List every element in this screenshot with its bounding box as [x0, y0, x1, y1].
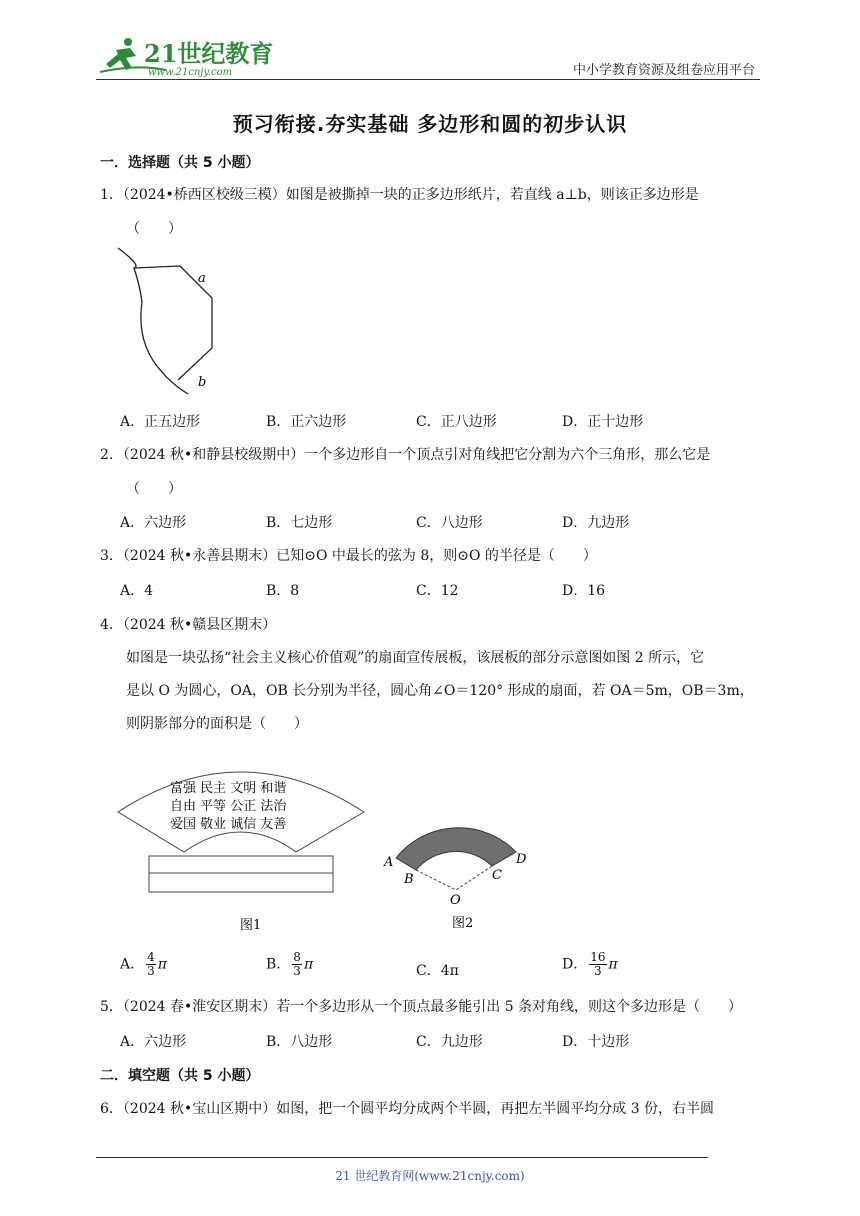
- q4-body-line3: 则阴影部分的面积是（ ）: [126, 716, 308, 732]
- q1-option-b[interactable]: B．正六边形: [266, 414, 347, 430]
- q2-option-d[interactable]: D．九边形: [562, 515, 630, 531]
- fig2-caption: 图2: [452, 916, 474, 931]
- q5-option-c[interactable]: C．九边形: [416, 1034, 483, 1050]
- q1-option-c[interactable]: C．正八边形: [416, 414, 497, 430]
- footer-divider: [96, 1157, 708, 1158]
- brand-logo: [96, 34, 296, 78]
- platform-name: 中小学教育资源及组卷应用平台: [572, 63, 755, 78]
- q3-option-a[interactable]: A．4: [120, 583, 154, 599]
- fan-row-2: 自由 平等 公正 法治: [170, 799, 287, 814]
- runner-icon: [96, 34, 296, 78]
- brand-url: www.21cnjy.com: [148, 67, 233, 78]
- section-choice-heading: 一．选择题（共 5 小题）: [100, 155, 260, 171]
- q4-option-a[interactable]: A． $\frac{4}{3}$ π: [120, 950, 167, 978]
- point-b: B: [404, 872, 414, 887]
- q2-option-c[interactable]: C．八边形: [416, 515, 483, 531]
- q5-option-b[interactable]: B．八边形: [266, 1034, 333, 1050]
- q3-option-b[interactable]: B．8: [266, 583, 300, 599]
- q4-figures: [116, 752, 556, 942]
- q3-option-c[interactable]: C．12: [416, 583, 459, 599]
- q1-option-a[interactable]: A．正五边形: [120, 414, 201, 430]
- point-d: D: [516, 852, 527, 867]
- fig1-caption: 图1: [240, 918, 262, 933]
- q5-option-d[interactable]: D．十边形: [562, 1034, 630, 1050]
- q1-option-d[interactable]: D．正十边形: [562, 414, 644, 430]
- footer-link[interactable]: 21 世纪教育网(www.21cnjy.com): [335, 1169, 525, 1183]
- q4-option-c[interactable]: C．4π: [416, 963, 459, 979]
- header-divider: [96, 79, 760, 80]
- q5-option-a[interactable]: A．六边形: [120, 1034, 187, 1050]
- q3-stem: 3．（2024 秋•永善县期末）已知⊙O 中最长的弦为 8，则⊙O 的半径是（ ）: [100, 548, 597, 564]
- q1-polygon-figure: [112, 244, 232, 404]
- section-fill-heading: 二．填空题（共 5 小题）: [100, 1068, 260, 1084]
- q2-option-a[interactable]: A．六边形: [120, 515, 187, 531]
- label-b: b: [198, 375, 207, 390]
- brand-name: 21世纪教育: [144, 39, 274, 68]
- q4-option-d[interactable]: D． $\frac{16}{3}$ π: [562, 950, 618, 978]
- label-a: a: [198, 271, 206, 286]
- point-a: A: [384, 855, 394, 870]
- point-o: O: [450, 893, 461, 908]
- fan-row-3: 爱国 敬业 诚信 友善: [170, 817, 287, 832]
- q4-option-b[interactable]: B． $\frac{8}{3}$ π: [266, 950, 314, 978]
- q2-paren: （ ）: [126, 481, 182, 497]
- q6-stem: 6．（2024 秋•宝山区期中）如图，把一个圆平均分成两个半圆，再把左半圆平均分成 3 份，右半圆: [100, 1101, 715, 1117]
- q1-stem: 1．（2024•桥西区校级三模）如图是被撕掉一块的正多边形纸片，若直线 a⊥b，则该正多边形是: [100, 187, 699, 203]
- q5-stem: 5．（2024 春•淮安区期末）若一个多边形从一个顶点最多能引出 5 条对角线，则这个多边形是（ ）: [100, 999, 743, 1015]
- q4-body-line1: 如图是一块弘扬“社会主义核心价值观”的扇面宣传展板，该展板的部分示意图如图 2 所示，它: [126, 650, 705, 666]
- page-title: 预习衔接.夯实基础 多边形和圆的初步认识: [232, 112, 628, 136]
- q2-stem: 2．（2024 秋•和静县校级期中）一个多边形自一个顶点引对角线把它分割为六个三角形，那么它是: [100, 447, 711, 463]
- fan-row-1: 富强 民主 文明 和谐: [170, 781, 287, 796]
- q1-paren: （ ）: [126, 221, 182, 237]
- q4-body-line2: 是以 O 为圆心，OA，OB 长分别为半径，圆心角∠O＝120° 形成的扇面，若 OA＝5m，OB＝3m，: [126, 683, 754, 699]
- q2-option-b[interactable]: B．七边形: [266, 515, 333, 531]
- q4-stem: 4．（2024 秋•赣县区期末）: [100, 617, 277, 633]
- point-c: C: [492, 868, 502, 883]
- q3-option-d[interactable]: D．16: [562, 583, 606, 599]
